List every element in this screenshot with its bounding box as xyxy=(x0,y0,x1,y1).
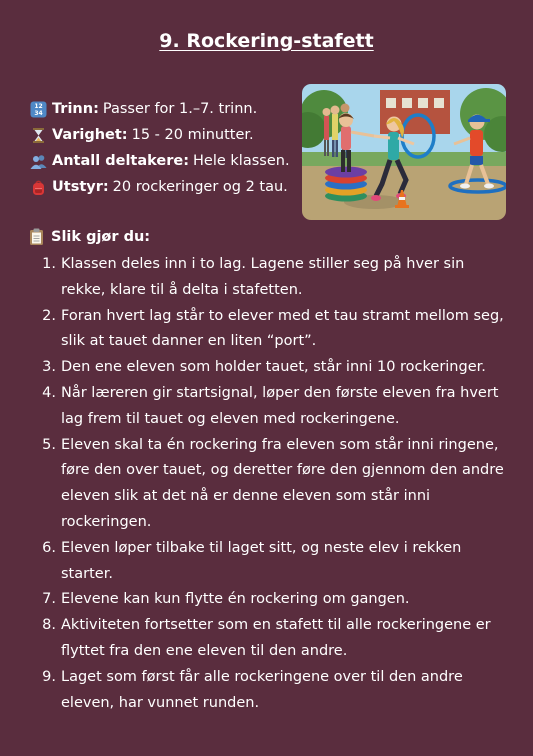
info-value: Passer for 1.–7. trinn. xyxy=(102,101,258,117)
step-text: Foran hvert lag står to elever med et tau stramt mellom seg, slik at tauet danner en liten “port”. xyxy=(61,307,504,350)
backpack-icon xyxy=(30,179,47,196)
people-icon xyxy=(30,153,47,170)
step-text: Eleven løper tilbake til laget sitt, og neste elev i rekken starter. xyxy=(61,539,462,582)
list-item xyxy=(36,433,506,536)
step-number: 5. xyxy=(42,436,56,453)
step-text: Eleven skal ta én rockering fra eleven som står inni ringene, føre den over tauet, og deretter føre den gjennom den andre eleven slik at det nå er denne eleven som står inni rockeringen. xyxy=(61,436,504,530)
svg-text:34: 34 xyxy=(34,109,43,117)
step-number: 6. xyxy=(42,539,56,556)
step-text: Aktiviteten fortsetter som en stafett til alle rockeringene er flyttet fra den ene eleven til den andre. xyxy=(61,617,491,659)
instructions-heading-label: Slik gjør du: xyxy=(51,228,151,245)
step-number: 2. xyxy=(42,307,56,324)
step-text: Klassen deles inn i to lag. Lagene stiller seg på hver sin rekke, klare til å delta i stafetten. xyxy=(61,256,465,298)
step-number: 7. xyxy=(42,591,56,608)
hourglass-icon xyxy=(30,127,47,144)
info-grade xyxy=(30,96,290,122)
list-item xyxy=(36,381,506,433)
info-equipment xyxy=(30,174,290,200)
info-label: Trinn: xyxy=(52,101,99,117)
info-list xyxy=(30,96,290,200)
info-label: Utstyr: xyxy=(52,179,109,195)
step-text: Når læreren gir startsignal, løper den første eleven fra hvert lag frem til tauet og eleven med rockeringene. xyxy=(61,384,499,427)
info-value: 20 rockeringer og 2 tau. xyxy=(112,179,288,195)
info-participants xyxy=(30,148,290,174)
info-value: 15 - 20 minutter. xyxy=(131,127,254,143)
list-item xyxy=(36,587,506,613)
step-number: 8. xyxy=(42,617,56,634)
info-label: Antall deltakere: xyxy=(52,153,190,169)
clipboard-icon xyxy=(28,228,45,245)
info-label: Varighet: xyxy=(52,127,128,143)
step-text: Laget som først får alle rockeringene over til den andre eleven, har vunnet runden. xyxy=(61,668,463,711)
list-item xyxy=(36,252,506,304)
step-text: Elevene kan kun flytte én rockering om gangen. xyxy=(61,591,410,608)
list-item xyxy=(36,613,506,665)
step-number: 4. xyxy=(42,384,56,401)
list-item xyxy=(36,304,506,356)
info-value: Hele klassen. xyxy=(193,153,290,169)
step-text: Den ene eleven som holder tauet, står inni 10 rockeringer. xyxy=(61,359,486,376)
step-number: 9. xyxy=(42,668,56,685)
step-number: 3. xyxy=(42,359,56,376)
page-title: 9. Rockering-stafett xyxy=(159,30,374,52)
activity-illustration xyxy=(302,84,506,220)
list-item xyxy=(36,536,506,588)
steps-list xyxy=(36,252,506,716)
info-duration xyxy=(30,122,290,148)
list-item xyxy=(36,355,506,381)
list-item xyxy=(36,665,506,717)
svg-text:12: 12 xyxy=(34,102,43,110)
step-number: 1. xyxy=(42,256,56,272)
numbers-icon xyxy=(30,101,47,118)
instructions-heading xyxy=(28,228,150,245)
